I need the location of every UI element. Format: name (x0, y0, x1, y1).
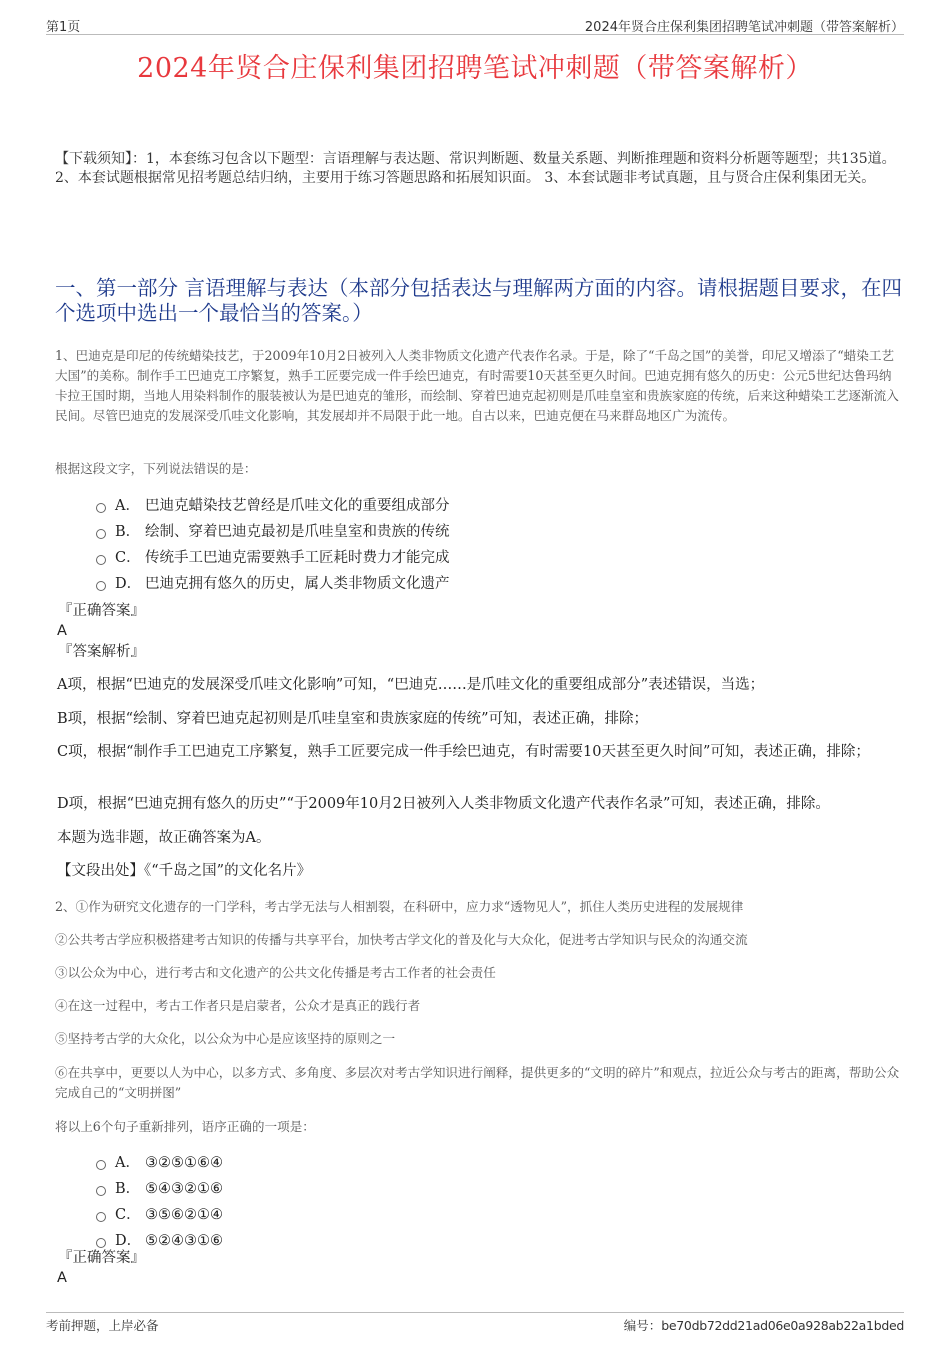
footer-code-label: 编号： (623, 1318, 662, 1333)
q1-option-b[interactable]: B． 绘制、穿着巴迪克最初是爪哇皇室和贵族的传统 (96, 522, 450, 542)
q2-sentence-1: 2、①作为研究文化遗存的一门学科，考古学无法与人相割裂，在科研中，应力求“透物见人”，抓住人类历史进程的发展规律 (55, 899, 744, 914)
q1-analysis-c: C项，根据“制作手工巴迪克工序繁复，熟手工匠要完成一件手绘巴迪克，有时需要10天甚至更久时间”可知，表述正确，排除； (57, 744, 870, 760)
radio-icon[interactable] (96, 529, 106, 539)
q2-sentence-4: ④在这一过程中，考古工作者只是启蒙者，公众才是真正的践行者 (55, 998, 421, 1013)
q1-analysis-a: A项，根据“巴迪克的发展深受爪哇文化影响”可知，“巴迪克……是爪哇文化的重要组成部分”表述错误，当选； (57, 677, 765, 693)
document-title: 2024年贤合庄保利集团招聘笔试冲刺题（带答案解析） (137, 53, 813, 84)
page-header (46, 14, 904, 35)
radio-icon[interactable] (96, 503, 106, 513)
q1-option-d[interactable]: D． 巴迪克拥有悠久的历史，属人类非物质文化遗产 (96, 574, 450, 594)
q1-answer-label: 『正确答案』 (58, 603, 145, 619)
q2-answer-label: 『正确答案』 (58, 1250, 145, 1266)
radio-icon[interactable] (96, 1212, 106, 1222)
q2-sentence-6: ⑥在共享中，更要以人为中心，以多方式、多角度、多层次对考古学知识进行阐释，提供更多的“文明的碎片”和观点，拉近公众与考古的距离，帮助公众完成自己的“文明拼图” (55, 1065, 900, 1100)
q2-prompt: 将以上6个句子重新排列，语序正确的一项是： (55, 1119, 315, 1134)
footer-slogan: 考前押题，上岸必备 (46, 1318, 159, 1333)
q2-sentence-3: ③以公众为中心，进行考古和文化遗产的公共文化传播是考古工作者的社会责任 (55, 965, 496, 980)
section-title: 一、第一部分 言语理解与表达（本部分包括表达与理解两方面的内容。请根据题目要求，在四个选项中选出一个最恰当的答案。） (55, 276, 903, 325)
q2-sentence-5: ⑤坚持考古学的大众化，以公众为中心是应该坚持的原则之一 (55, 1031, 396, 1046)
radio-icon[interactable] (96, 1160, 106, 1170)
q2-option-b[interactable]: B． ⑤④③②①⑥ (96, 1179, 223, 1199)
q1-source: 【文段出处】《“千岛之国”的文化名片》 (57, 863, 312, 879)
page-footer (46, 1312, 904, 1333)
footer-code (624, 1316, 904, 1334)
q1-analysis-conclusion: 本题为选非题，故正确答案为A。 (57, 830, 271, 846)
q1-answer: A (57, 623, 67, 639)
q2-option-c[interactable]: C． ③⑤⑥②①④ (96, 1205, 223, 1225)
footer-code-value: be70db72dd21ad06e0a928ab22a1bded (661, 1318, 904, 1333)
radio-icon[interactable] (96, 581, 106, 591)
header-doc-title: 2024年贤合庄保利集团招聘笔试冲刺题（带答案解析） (584, 20, 904, 35)
question-1-stem: 1、巴迪克是印尼的传统蜡染技艺，于2009年10月2日被列入人类非物质文化遗产代表作名录。于是，除了“千岛之国”的美誉，印尼又增添了“蜡染工艺大国”的美称。制作手工巴迪克工序繁复，熟手工匠要完成一件手绘巴迪克，有时需要10天甚至更久时间。巴迪克拥有悠久的历史：公元5世纪达鲁玛纳卡拉王国时期，当地人用染料制作的服装被认为是巴迪克的雏形，而绘制、穿着巴迪克起初则是爪哇皇室和贵族家庭的传统，后来这种蜡染工艺逐渐流入民间。尽管巴迪克的发展深受爪哇文化影响，其发展却并不局限于此一地。自古以来，巴迪克便在马来群岛地区广为流传。 (55, 348, 899, 423)
q1-analysis-label: 『答案解析』 (58, 644, 145, 660)
q2-sentence-2: ②公共考古学应积极搭建考古知识的传播与共享平台，加快考古学文化的普及化与大众化，促进考古学知识与民众的沟通交流 (55, 932, 748, 947)
q1-option-a[interactable]: A． 巴迪克蜡染技艺曾经是爪哇文化的重要组成部分 (96, 496, 450, 516)
q1-option-c[interactable]: C． 传统手工巴迪克需要熟手工匠耗时费力才能完成 (96, 548, 450, 568)
radio-icon[interactable] (96, 1186, 106, 1196)
download-notice: 【下载须知】：1，本套练习包含以下题型：言语理解与表达题、常识判断题、数量关系题、判断推理题和资料分析题等题型；共135道。 2、本套试题根据常见招考题总结归纳，主要用于练习答题思路和拓展知识面。 3、本套试题非考试真题，且与贤合庄保利集团无关。 (55, 151, 896, 186)
q2-option-a[interactable]: A． ③②⑤①⑥④ (96, 1153, 223, 1173)
page-number: 第1页 (46, 20, 81, 35)
q2-option-d[interactable]: D． ⑤②④③①⑥ (96, 1231, 223, 1251)
q2-answer: A (57, 1270, 67, 1286)
radio-icon[interactable] (96, 555, 106, 565)
question-1-prompt: 根据这段文字，下列说法错误的是： (55, 461, 257, 476)
q1-analysis-d: D项，根据“巴迪克拥有悠久的历史”“于2009年10月2日被列入人类非物质文化遗产代表作名录”可知，表述正确，排除。 (57, 796, 830, 812)
q1-analysis-b: B项，根据“绘制、穿着巴迪克起初则是爪哇皇室和贵族家庭的传统”可知，表述正确，排除； (57, 711, 648, 727)
radio-icon[interactable] (96, 1238, 106, 1248)
